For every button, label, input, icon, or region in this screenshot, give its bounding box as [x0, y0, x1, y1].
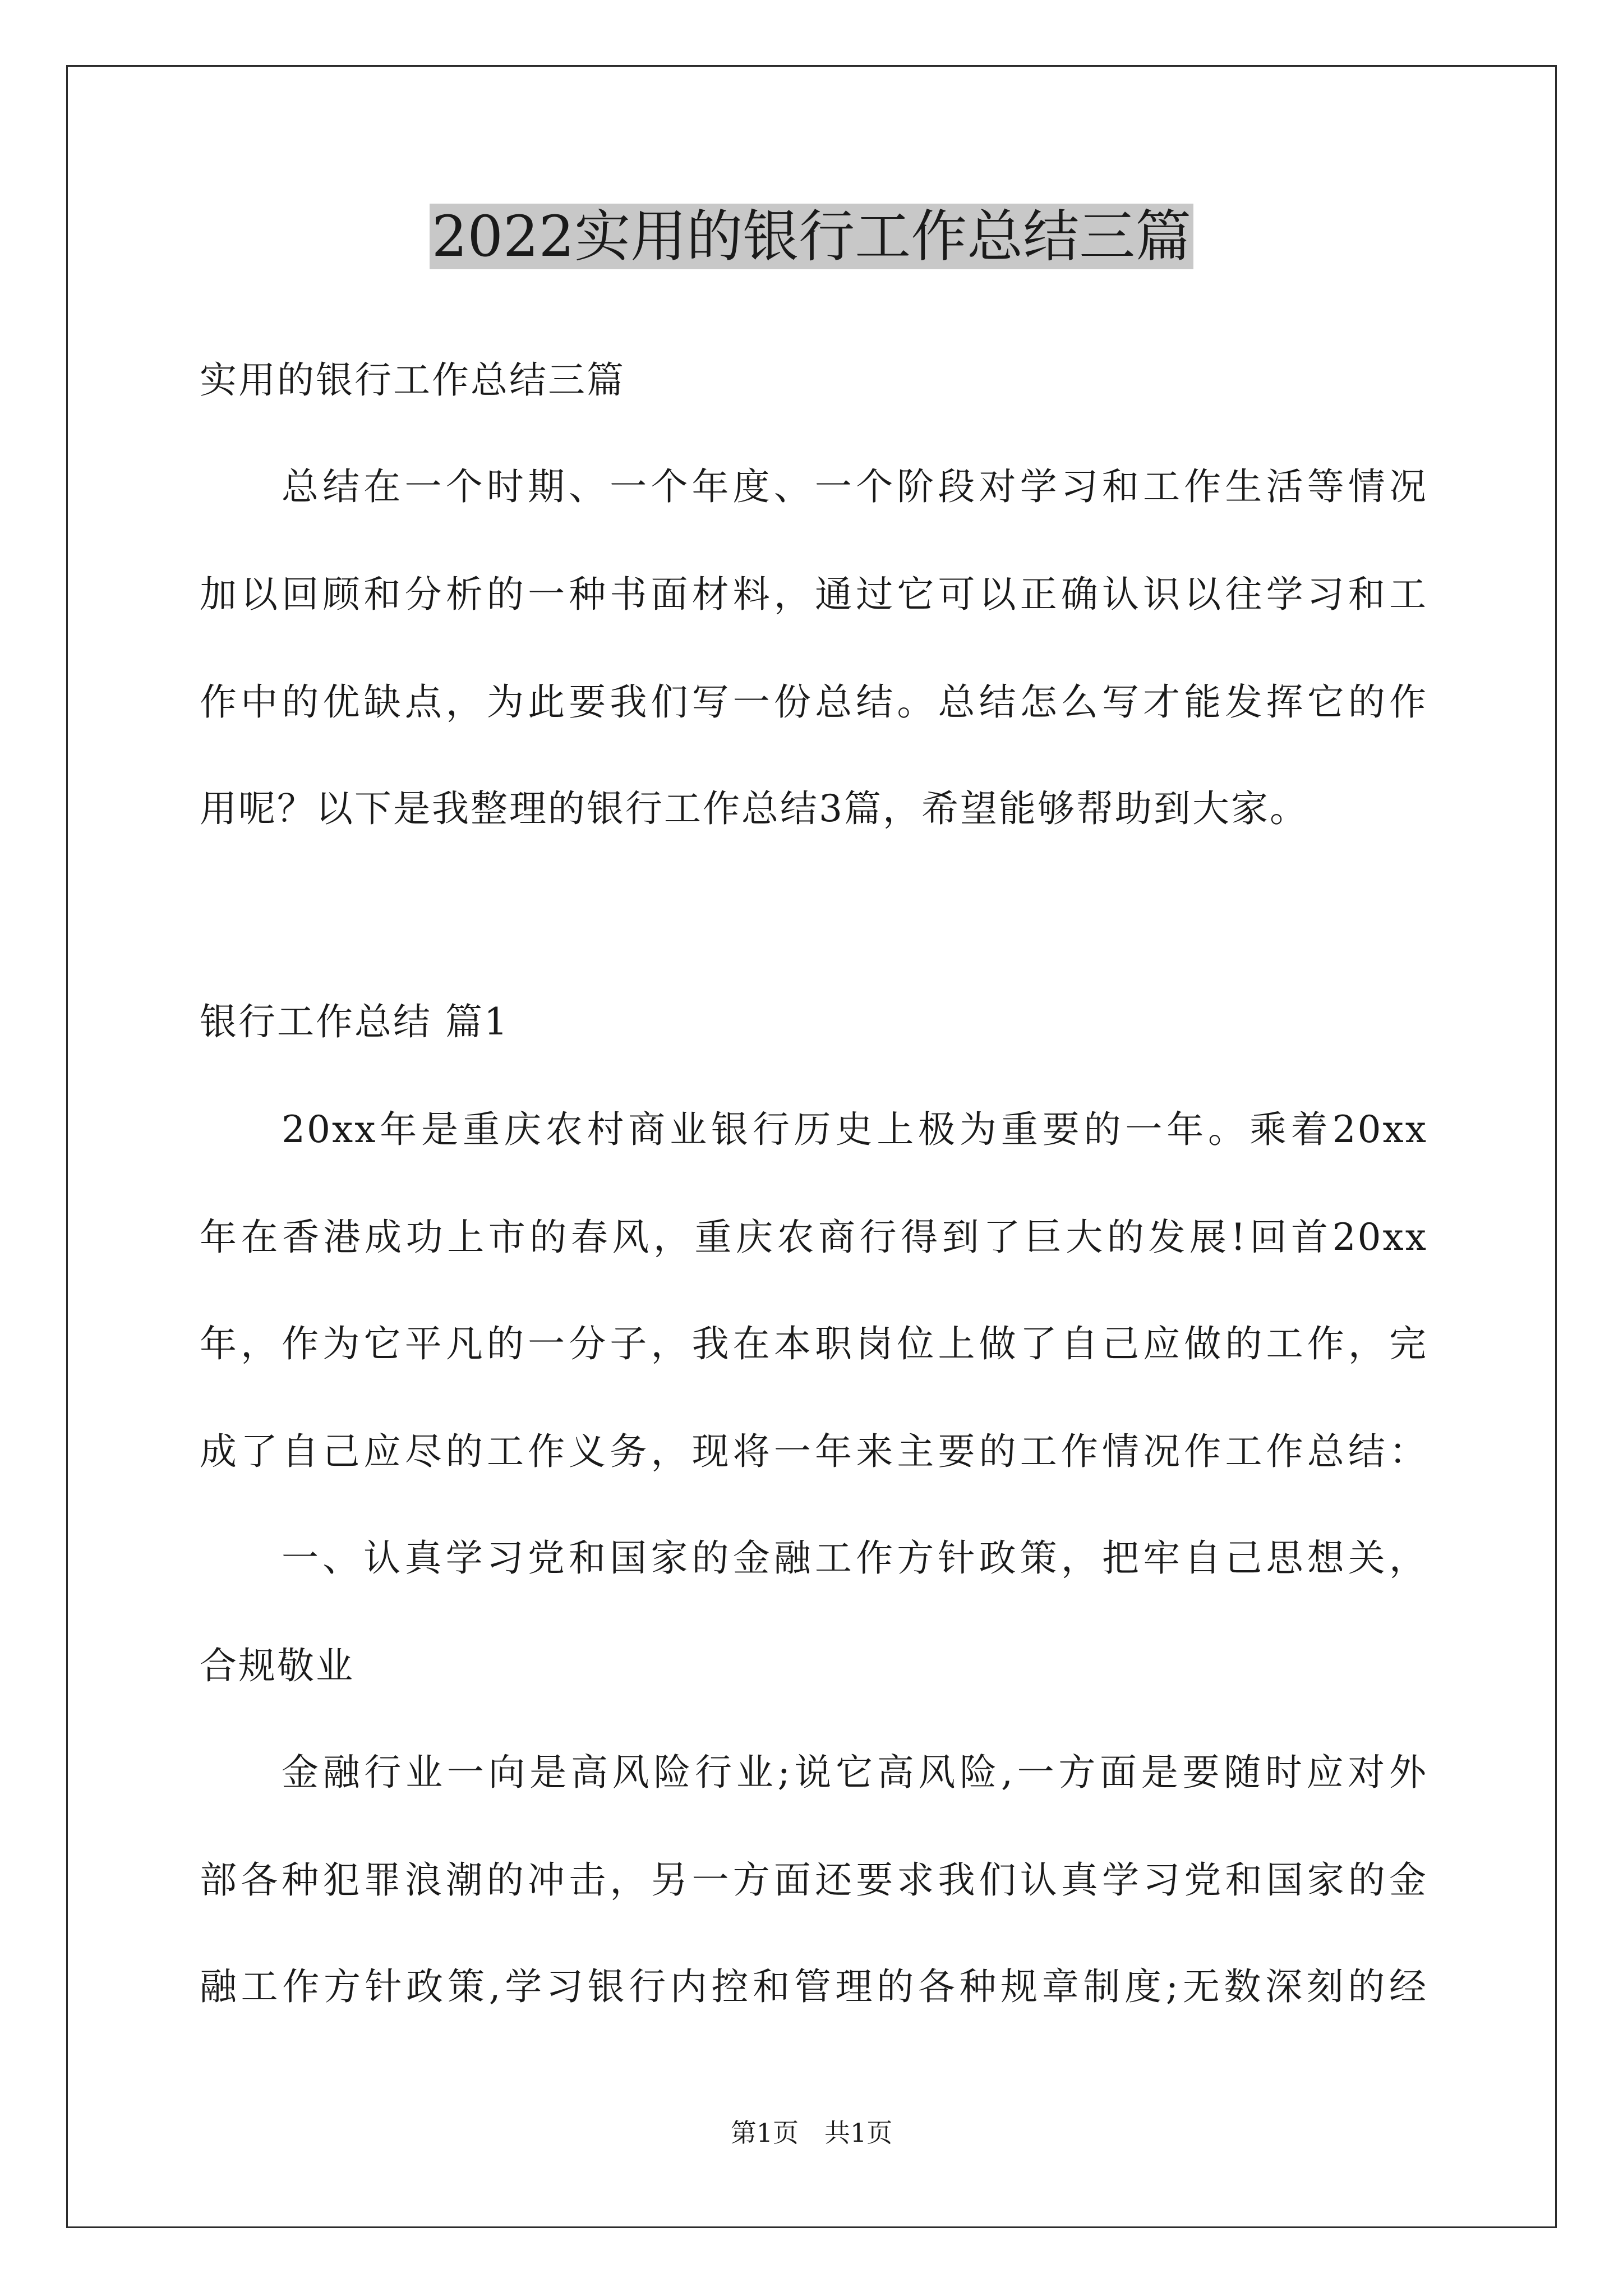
- section-line-6: 合规敬业: [200, 1644, 354, 1687]
- document-title: [0, 197, 1623, 276]
- section-line-4: 成了自己应尽的工作义务，现将一年来主要的工作情况作工作总结：: [200, 1430, 1428, 1473]
- section-line-7: 金融行业一向是高风险行业;说它高风险,一方面是要随时应对外: [282, 1751, 1428, 1794]
- intro-line-2: 加以回顾和分析的一种书面材料，通过它可以正确认识以往学习和工: [200, 573, 1428, 616]
- intro-line-4: 用呢？以下是我整理的银行工作总结3篇，希望能够帮助到大家。: [200, 787, 1308, 830]
- section-line-9: 融工作方针政策,学习银行内控和管理的各种规章制度;无数深刻的经: [200, 1965, 1428, 2008]
- section-line-5: 一、认真学习党和国家的金融工作方针政策，把牢自己思想关，: [282, 1536, 1428, 1580]
- intro-line-3: 作中的优缺点，为此要我们写一份总结。总结怎么写才能发挥它的作: [200, 680, 1428, 724]
- intro-line-1: 总结在一个时期、一个年度、一个阶段对学习和工作生活等情况: [282, 465, 1428, 508]
- section-line-2: 年在香港成功上市的春风，重庆农商行得到了巨大的发展!回首20xx: [200, 1216, 1428, 1259]
- document-subtitle: 实用的银行工作总结三篇: [200, 358, 625, 402]
- section-line-1: 20xx年是重庆农村商业银行历史上极为重要的一年。乘着20xx: [282, 1108, 1428, 1151]
- page-footer: 第1页 共1页: [730, 2118, 893, 2148]
- section-line-3: 年，作为它平凡的一分子，我在本职岗位上做了自己应做的工作，完: [200, 1322, 1428, 1365]
- section-line-8: 部各种犯罪浪潮的冲击，另一方面还要求我们认真学习党和国家的金: [200, 1858, 1428, 1902]
- document-title-text: 2022实用的银行工作总结三篇: [430, 204, 1194, 269]
- section-heading: 银行工作总结 篇1: [200, 1000, 509, 1043]
